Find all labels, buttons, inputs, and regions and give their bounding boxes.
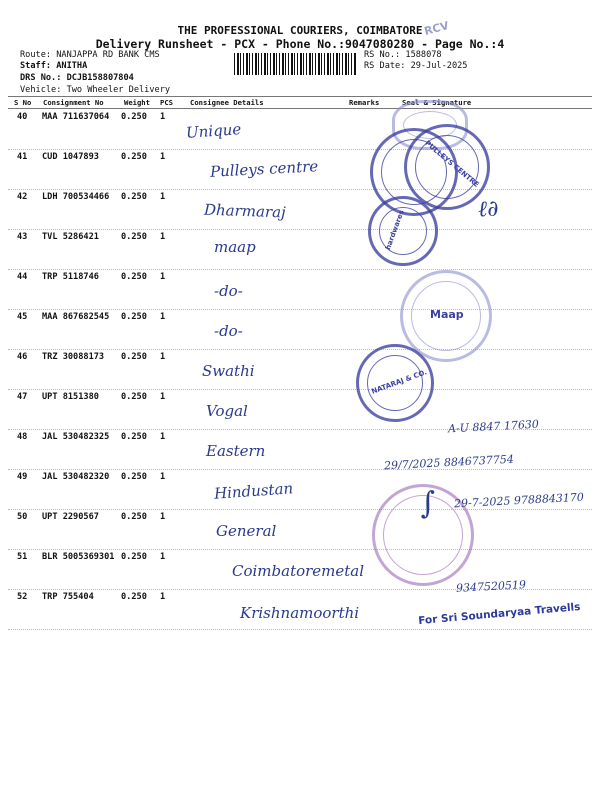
row-weight: 0.250 — [121, 432, 147, 442]
stamp-text: hardwares — [383, 209, 406, 251]
consignee-handwriting: Eastern — [206, 442, 266, 460]
row-weight: 0.250 — [121, 552, 147, 562]
consignee-handwriting: General — [216, 522, 277, 540]
row-pcs: 1 — [160, 312, 166, 322]
row-separator — [8, 629, 592, 630]
row-sno: 48 — [17, 432, 28, 442]
row-sno: 44 — [17, 272, 28, 282]
row-consignment: MAA 711637064 — [42, 112, 110, 122]
row-consignment: TVL 5286421 — [42, 232, 99, 242]
row-pcs: 1 — [160, 552, 166, 562]
row-weight: 0.250 — [121, 232, 147, 242]
row-sno: 49 — [17, 472, 28, 482]
table-row — [0, 350, 600, 390]
consignee-handwriting: Pulleys centre — [209, 157, 319, 181]
rs-number: RS No.: 1588078 — [364, 50, 442, 60]
col-consignment: Consignment No — [43, 98, 104, 107]
header-divider — [8, 96, 592, 97]
rs-date: RS Date: 29-Jul-2025 — [364, 61, 468, 71]
row-pcs: 1 — [160, 112, 166, 122]
route-text: Route: NANJAPPA RD BANK CMS — [20, 50, 160, 60]
signature-note: A-U 8847 17630 — [447, 417, 540, 436]
row-weight: 0.250 — [121, 272, 147, 282]
row-weight: 0.250 — [121, 312, 147, 322]
table-row — [0, 270, 600, 310]
col-consignee: Consignee Details — [190, 98, 264, 107]
row-sno: 41 — [17, 152, 28, 162]
signature-note: 9347520519 — [455, 578, 527, 595]
row-pcs: 1 — [160, 432, 166, 442]
table-row — [0, 310, 600, 350]
col-seal: Seal & Signature — [402, 98, 472, 107]
row-consignment: BLR 5005369301 — [42, 552, 115, 562]
rcv-watermark: RCV — [422, 18, 451, 39]
stamp-circle — [368, 196, 438, 266]
row-consignment: TRZ 30088173 — [42, 352, 105, 362]
col-sno: S No — [14, 98, 32, 107]
row-sno: 40 — [17, 112, 28, 122]
col-weight: Weight — [124, 98, 150, 107]
table-row — [0, 110, 600, 150]
row-sno: 46 — [17, 352, 28, 362]
row-consignment: MAA 867682545 — [42, 312, 110, 322]
consignee-handwriting: maap — [214, 238, 256, 256]
vehicle-text: Vehicle: Two Wheeler Delivery — [20, 85, 171, 95]
row-pcs: 1 — [160, 232, 166, 242]
row-pcs: 1 — [160, 472, 166, 482]
signature-note: 29-7-2025 9788843170 — [453, 490, 585, 511]
barcode — [234, 53, 356, 75]
consignee-handwriting: Coimbatoremetal — [232, 562, 365, 580]
consignee-handwriting: -do- — [214, 322, 243, 340]
table-row — [0, 510, 600, 550]
row-pcs: 1 — [160, 272, 166, 282]
row-sno: 47 — [17, 392, 28, 402]
row-weight: 0.250 — [121, 192, 147, 202]
staff-text: Staff: ANITHA — [20, 61, 88, 71]
row-pcs: 1 — [160, 192, 166, 202]
row-pcs: 1 — [160, 512, 166, 522]
stamp-text: PULLEYS CENTRE — [423, 139, 481, 189]
company-title: THE PROFESSIONAL COURIERS, COIMBATORE — [177, 24, 423, 37]
row-weight: 0.250 — [121, 352, 147, 362]
table-row — [0, 190, 600, 230]
consignee-handwriting: Dharmaraj — [203, 200, 287, 222]
consignee-handwriting: Krishnamoorthi — [240, 604, 360, 622]
consignee-handwriting: -do- — [214, 282, 243, 300]
row-sno: 50 — [17, 512, 28, 522]
consignee-handwriting: Vogal — [206, 402, 248, 420]
consignee-handwriting: Unique — [185, 120, 242, 142]
drs-number: DRS No.: DCJB158807804 — [20, 73, 134, 83]
row-weight: 0.250 — [121, 112, 147, 122]
row-consignment: TRP 5118746 — [42, 272, 99, 282]
row-consignment: JAL 530482325 — [42, 432, 110, 442]
row-weight: 0.250 — [121, 512, 147, 522]
row-weight: 0.250 — [121, 472, 147, 482]
row-pcs: 1 — [160, 152, 166, 162]
row-sno: 51 — [17, 552, 28, 562]
consignee-handwriting: Hindustan — [213, 479, 294, 503]
signature-note: 29/7/2025 8846737754 — [383, 452, 515, 473]
row-consignment: UPT 8151380 — [42, 392, 99, 402]
row-sno: 42 — [17, 192, 28, 202]
col-pcs: PCS — [160, 98, 173, 107]
row-consignment: CUD 1047893 — [42, 152, 99, 162]
row-pcs: 1 — [160, 392, 166, 402]
row-consignment: JAL 530482320 — [42, 472, 110, 482]
stamp-text: NATARAJ & CO. — [370, 368, 428, 396]
signature-scribble: ℓ∂ — [477, 196, 500, 223]
row-consignment: LDH 700534466 — [42, 192, 110, 202]
col-remarks: Remarks — [349, 98, 380, 107]
stamp-text: Maap — [430, 308, 464, 321]
table-row — [0, 150, 600, 190]
row-pcs: 1 — [160, 352, 166, 362]
travels-stamp: For Sri Soundaryaa Travells — [417, 600, 581, 628]
row-consignment: TRP 755404 — [42, 592, 94, 602]
row-weight: 0.250 — [121, 592, 147, 602]
consignee-handwriting: Swathi — [202, 362, 255, 380]
row-weight: 0.250 — [121, 392, 147, 402]
row-sno: 45 — [17, 312, 28, 322]
signature-scribble: ∫ — [419, 485, 437, 522]
runsheet-subtitle: Delivery Runsheet - PCX - Phone No.:9047080280 - Page No.:4 — [95, 37, 505, 51]
row-pcs: 1 — [160, 592, 166, 602]
header-divider-bottom — [8, 108, 592, 109]
row-weight: 0.250 — [121, 152, 147, 162]
row-sno: 52 — [17, 592, 28, 602]
row-consignment: UPT 2290567 — [42, 512, 99, 522]
row-sno: 43 — [17, 232, 28, 242]
table-row — [0, 230, 600, 270]
